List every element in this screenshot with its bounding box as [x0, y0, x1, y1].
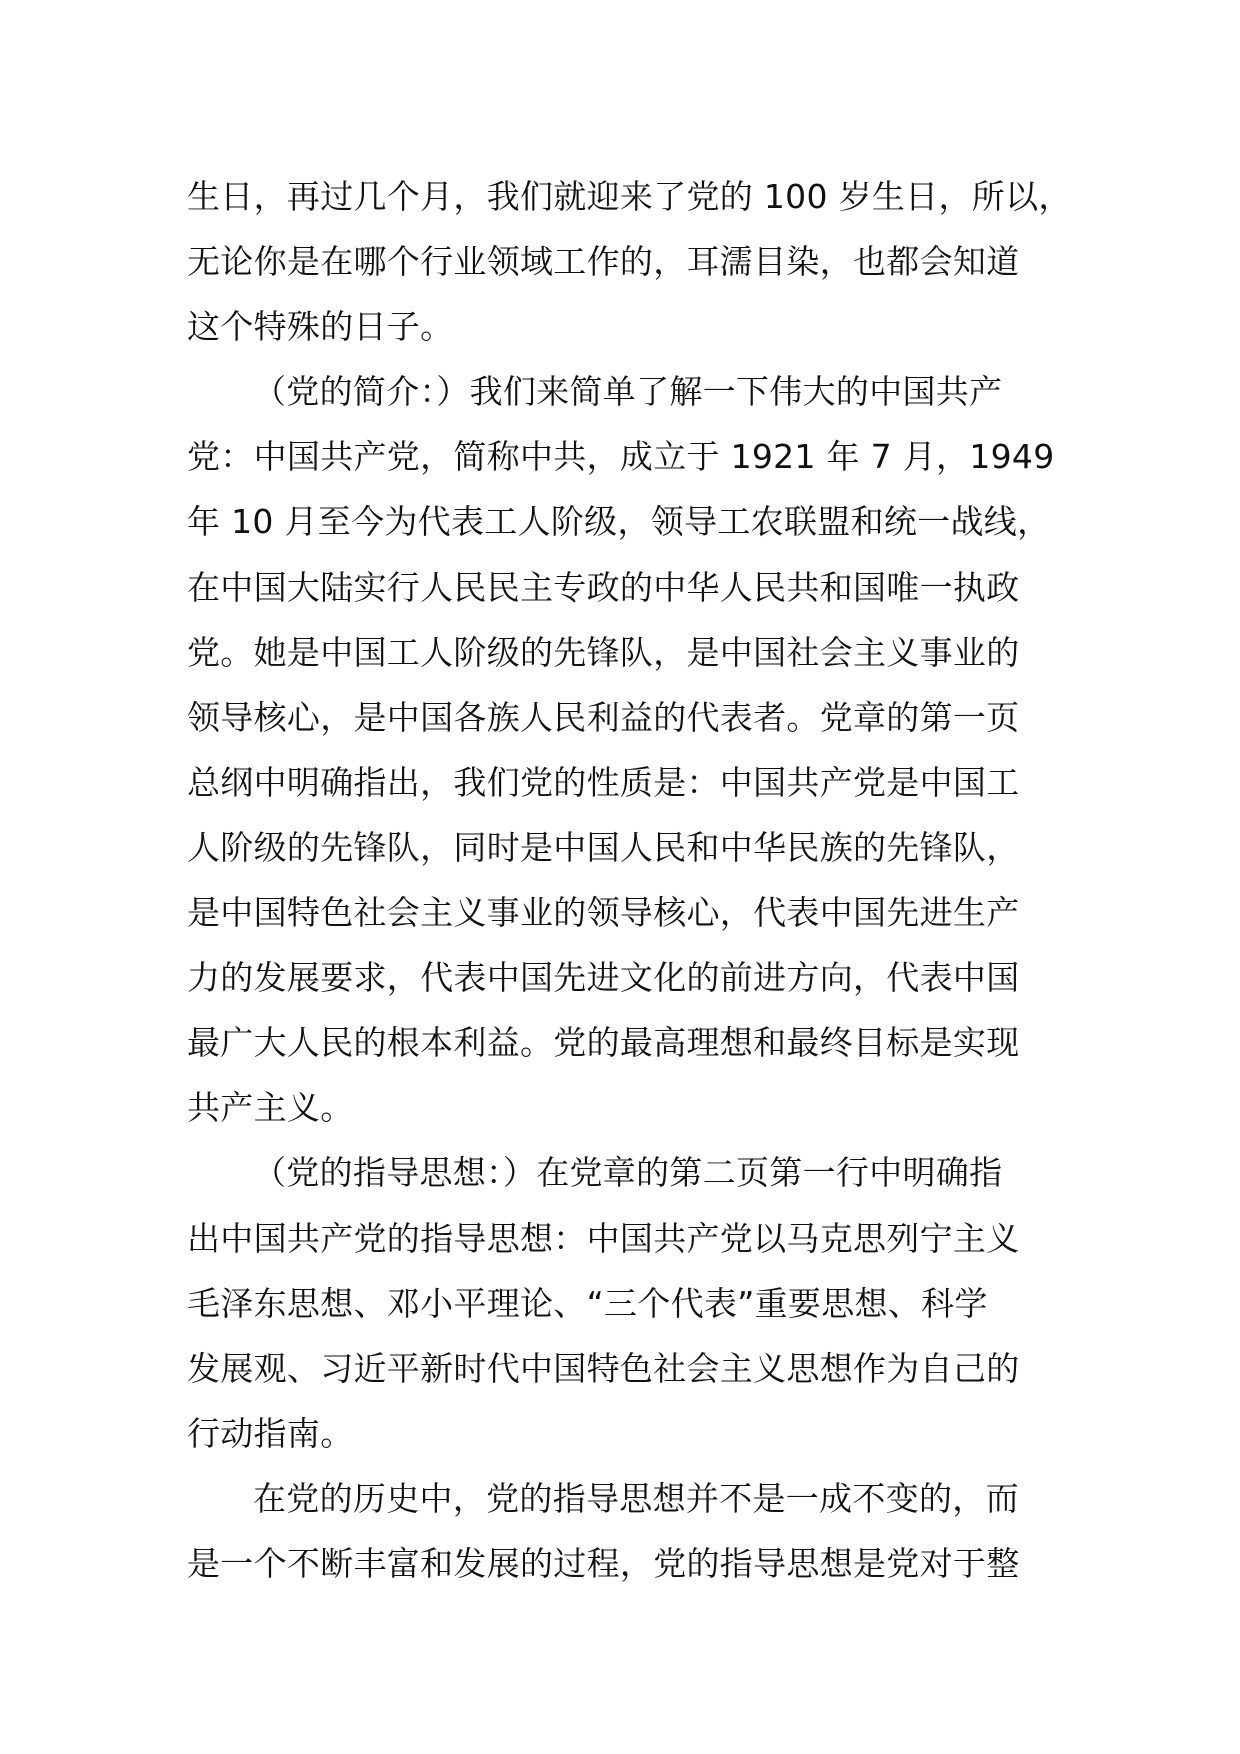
text-line: 最广大人民的根本利益。党的最高理想和最终目标是实现	[187, 1023, 1020, 1063]
text-line: 无论你是在哪个行业领域工作的，耳濡目染，也都会知道	[187, 242, 1020, 282]
text-line: 出中国共产党的指导思想：中国共产党以马克思列宁主义	[187, 1218, 1020, 1258]
text-line: 总纲中明确指出，我们党的性质是：中国共产党是中国工	[187, 762, 1020, 802]
text-line: 在中国大陆实行人民民主专政的中华人民共和国唯一执政	[187, 567, 1020, 607]
text-line: 年 10 月至今为代表工人阶级，领导工农联盟和统一战线，	[187, 502, 1051, 542]
paragraph-start-line: 在党的历史中，党的指导思想并不是一成不变的，而	[253, 1478, 1019, 1518]
text-line: 是中国特色社会主义事业的领导核心，代表中国先进生产	[187, 893, 1020, 933]
text-line: 毛泽东思想、邓小平理论、“三个代表”重要思想、科学	[187, 1283, 988, 1323]
text-line: 发展观、习近平新时代中国特色社会主义思想作为自己的	[187, 1348, 1020, 1388]
text-line: 力的发展要求，代表中国先进文化的前进方向，代表中国	[187, 958, 1020, 998]
paragraph-start-line: （党的指导思想：）在党章的第二页第一行中明确指	[253, 1153, 1003, 1193]
text-line: 人阶级的先锋队，同时是中国人民和中华民族的先锋队，	[187, 827, 1020, 867]
text-line: 共产主义。	[187, 1088, 354, 1128]
text-line: 这个特殊的日子。	[187, 307, 454, 347]
text-line: 领导核心，是中国各族人民利益的代表者。党章的第一页	[187, 697, 1020, 737]
text-line: 党。她是中国工人阶级的先锋队，是中国社会主义事业的	[187, 632, 1020, 672]
text-line: 生日，再过几个月，我们就迎来了党的 100 岁生日，所以，	[187, 177, 1072, 216]
text-line: 党：中国共产党，简称中共，成立于 1921 年 7 月，1949	[187, 437, 1055, 477]
text-line: 是一个不断丰富和发展的过程，党的指导思想是党对于整	[187, 1543, 1020, 1583]
document-body	[187, 164, 1072, 1596]
text-line: 行动指南。	[187, 1413, 354, 1453]
paragraph-start-line: （党的简介：）我们来简单了解一下伟大的中国共产	[253, 372, 1003, 412]
